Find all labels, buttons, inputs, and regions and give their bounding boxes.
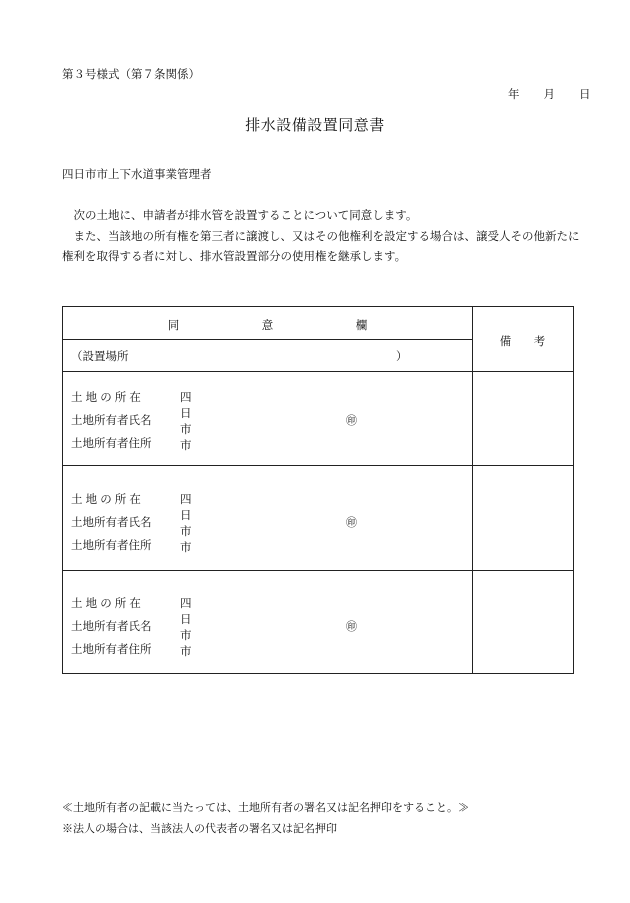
row-divider — [63, 465, 573, 466]
installation-site-close: ） — [396, 349, 408, 363]
document-title: 排水設備設置同意書 — [245, 116, 385, 134]
date-month-label: 月 — [543, 87, 555, 101]
date-day-label: 日 — [579, 87, 591, 101]
signature-note: ≪土地所有者の記載に当たっては、土地所有者の署名又は記名押印をすること。≫ — [62, 801, 469, 814]
seal-mark: ㊞ — [346, 414, 357, 427]
installation-site-label: （設置場所 — [71, 349, 129, 363]
owner-name-label: 土地所有者氏名 — [71, 413, 152, 427]
owner-name-label: 土地所有者氏名 — [71, 619, 152, 633]
header-char: 意 — [261, 318, 274, 332]
row-divider — [63, 570, 573, 571]
city-name: 四日市市 — [180, 492, 192, 554]
column-divider — [472, 307, 473, 673]
header-divider — [63, 339, 472, 340]
land-location-label: 土 地 の 所 在 — [71, 390, 141, 404]
date-year-label: 年 — [508, 87, 520, 101]
form-number: 第３号様式（第７条関係） — [62, 67, 200, 81]
corporation-note: ※法人の場合は、当該法人の代表者の署名又は記名押印 — [62, 822, 337, 835]
owner-name-label: 土地所有者氏名 — [71, 515, 152, 529]
owner-address-label: 土地所有者住所 — [71, 538, 152, 552]
seal-mark: ㊞ — [346, 620, 357, 633]
seal-mark: ㊞ — [346, 516, 357, 529]
row-divider — [63, 371, 573, 372]
remarks-char: 考 — [533, 334, 546, 348]
consent-statement — [62, 205, 592, 267]
consent-table — [62, 306, 574, 674]
land-location-label: 土 地 の 所 在 — [71, 492, 141, 506]
addressee: 四日市市上下水道事業管理者 — [62, 167, 212, 181]
consent-column-header — [63, 317, 472, 333]
statement-line-3: 権利を取得する者に対し、排水管設置部分の使用権を継承します。 — [62, 249, 407, 263]
date-line — [508, 86, 591, 102]
statement-line-1: 次の土地に、申請者が排水管を設置することについて同意します。 — [73, 208, 418, 222]
header-char: 同 — [167, 318, 180, 332]
header-char: 欄 — [355, 318, 368, 332]
remarks-column-header — [472, 333, 573, 349]
remarks-char: 備 — [499, 334, 512, 348]
owner-address-label: 土地所有者住所 — [71, 436, 152, 450]
owner-address-label: 土地所有者住所 — [71, 642, 152, 656]
city-name: 四日市市 — [180, 596, 192, 658]
land-location-label: 土 地 の 所 在 — [71, 596, 141, 610]
city-name: 四日市市 — [180, 390, 192, 452]
statement-line-2: また、当該地の所有権を第三者に譲渡し、又はその他権利を設定する場合は、譲受人その他新たに — [73, 228, 580, 243]
